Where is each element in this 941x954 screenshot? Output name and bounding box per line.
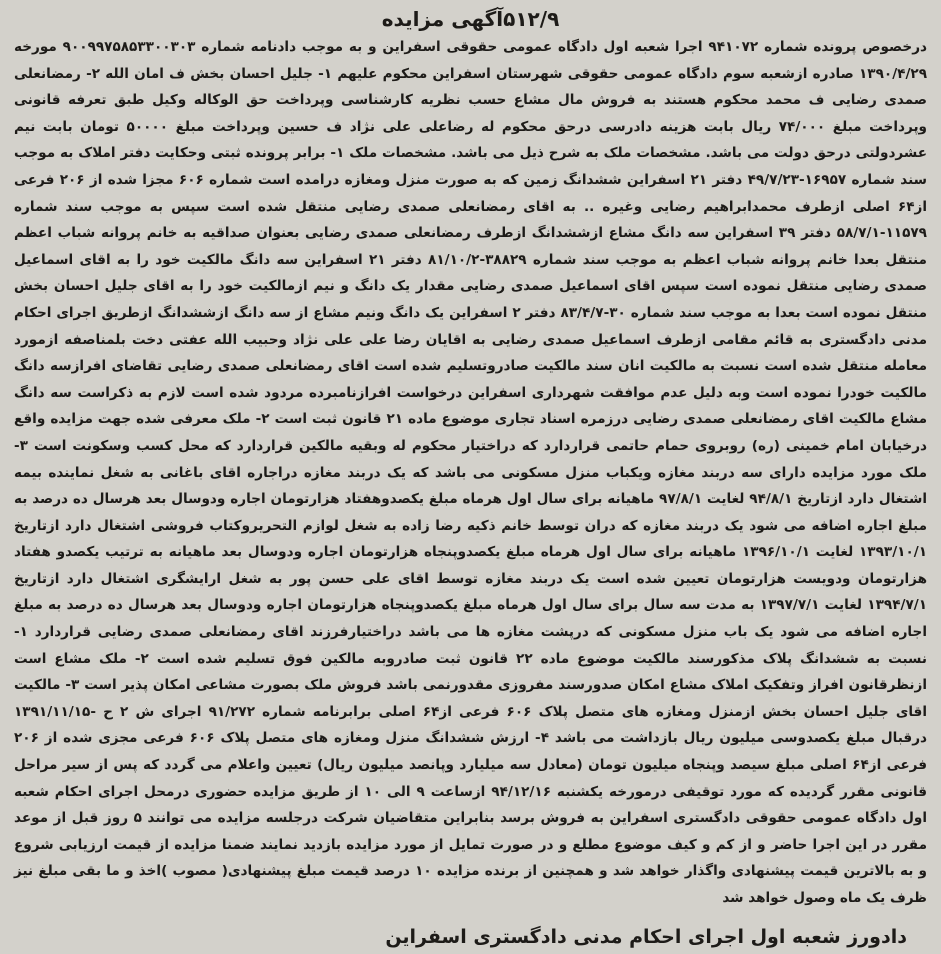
notice-title: ۵۱۲/۹آگهی مزایده bbox=[381, 7, 560, 31]
notice-body: درخصوص پرونده شماره ۹۴۱۰۷۲ اجرا شعبه اول دادگاه عمومی حقوقی اسفراین و به موجب دادنامه شماره ۹۰۰۹۹۷۵۸۵۳۳۰۰۳۰۳ مورخه ۱۳۹۰/۴/۲۹ صادره ازشعبه سوم دادگاه عمومی حقوقی شهرستان اسفراین محکوم علیهم ۱- جلیل احسان بخش ف امان الله ۲- رمضانعلی صمدی رضایی ف محمد محکوم هستند به فروش مال مشاع حسب نظریه کارشناسی وپرداخت حق الوکاله وکیل طبق تعرفه قانونی وپرداخت مبلغ ۷۴/۰۰۰ ریال بابت هزینه دادرسی درحق محکوم له رضاعلی علی نژاد ف حسین وپرداخت مبلغ ۵۰۰۰۰ تومان بابت نیم عشردولتی درحق دولت می باشد. مشخصات ملک به شرح ذیل می باشد. مشخصات ملک ۱- برابر پرونده ثبتی وحکایت دفتر املاک به موجب سند شماره ۱۶۹۵۷-۴۹/۷/۲۳ دفتر ۲۱ اسفراین ششدانگ زمین که به صورت منزل ومغازه درامده است شماره ۶۰۶ مجزا شده از ۲۰۶ فرعی از۶۴ اصلی ازطرف محمدابراهیم رضایی وغیره .. به اقای رمضانعلی صمدی رضایی منتقل شده است سپس به موجب سند شماره ۱۱۵۷۹-۵۸/۷/۱ دفتر ۳۹ اسفراین سه دانگ مشاع ازششدانگ ازطرف رمضانعلی صمدی رضایی بعنوان صداقیه به خانم پروانه شباب اعظم منتقل بعدا خانم پروانه شباب اعظم به موجب سند شماره ۳۸۸۲۹-۸۱/۱۰/۲ دفتر ۲۱ اسفراین سه دانگ مالکیت خود را به اقای اسماعیل صمدی رضایی منتقل نموده است سپس اقای اسماعیل صمدی رضایی مقدار یک دانگ و نیم ازمالکیت خود را به اقای جلیل احسان بخش منتقل نموده است بعدا به موجب سند شماره ۳۰-۸۳/۴/۷ دفتر ۲ اسفراین یک دانگ ونیم مشاع از سه دانگ ازششدانگ ازطریق اجرای احکام مدنی دادگستری به قائم مقامی ازطرف اسماعیل صمدی رضایی به اقایان رضا علی علی نژاد وحبیب الله عفتی دخت بلمناصفه ازمورد معامله منتقل شده است نسبت به مالکیت انان سند مالکیت صادروتسلیم شده است اقای رمضانعلی صمدی رضایی تقاضای افرازسه دانگ مالکیت خودرا نموده است وبه دلیل عدم موافقت شهرداری اسفراین درخواست افرازنامبرده مردود شده است لازم به ذکراست سه دانگ مشاع مالکیت اقای رمضانعلی صمدی رضایی درزمره اسناد تجاری موضوع ماده ۲۱ قانون ثبت است ۲- ملک معرفی شده جهت مزایده واقع درخیابان امام خمینی (ره) روبروی حمام حاتمی قراردارد که دراختیار محکوم له وبقیه مالکین قراردارد که محل کسب وسکونت است ۳- ملک مورد مزایده دارای سه دربند مغازه ویکباب منزل مسکونی می باشد که یک دربند مغازه دراجاره اقای باغانی به شغل نماینده بیمه اشتغال دارد ازتاریخ ۹۴/۸/۱ لغایت ۹۷/۸/۱ ماهیانه برای سال اول هرماه مبلغ یکصدوهفتاد هزارتومان اجاره ودوسال بعد هرسال ده درصد به مبلغ اجاره اضافه می شود یک دربند مغازه که دران توسط خانم ذکیه رضا زاده به شغل لوازم التحریروکتاب فروشی اشتغال دارد ازتاریخ ۱۳۹۳/۱۰/۱ لغایت ۱۳۹۶/۱۰/۱ ماهیانه برای سال اول هرماه مبلغ یکصدوپنجاه هزارتومان اجاره ودوسال بعد ماهیانه به ترتیب یکصدو هفتاد هزارتومان ودویست هزارتومان تعیین شده است یک دربند مغازه توسط اقای علی حسن پور به شغل ارایشگری اشتغال دارد ازتاریخ ۱۳۹۴/۷/۱ لغایت ۱۳۹۷/۷/۱ به مدت سه سال برای سال اول هرماه مبلغ یکصدوپنجاه هزارتومان اجاره ودوسال بعد هرسال ده درصد به مبلغ اجاره اضافه می شود یک باب منزل مسکونی که درپشت مغازه ها می باشد دراختیارفرزند اقای رمضانعلی صمدی رضایی قراردارد ۱- نسبت به ششدانگ پلاک مذکورسند مالکیت موضوع ماده ۲۲ قانون ثبت صادروبه مالکین فوق تسلیم شده است ۲- ملک مشاع است ازنظرقانون افراز وتفکیک املاک مشاع امکان صدورسند مفروزی مقدورنمی باشد فروش ملک بصورت مشاعی امکان پذیر است ۳- مالکیت اقای جلیل احسان بخش ازمنزل ومغازه های متصل پلاک ۶۰۶ فرعی از۶۴ اصلی برابرنامه شماره ۹۱/۲۷۲ اجرای ش ۲ ح -۱۳۹۱/۱۱/۱۵ درقبال مبلغ یکصدوسی میلیون ریال بازداشت می باشد ۴- ارزش ششدانگ منزل ومغازه های متصل پلاک ۶۰۶ فرعی مجزی شده از ۲۰۶ فرعی از۶۴ اصلی مبلغ سیصد وپنجاه میلیون تومان (معادل سه میلیارد وپانصد میلیون ریال) تعیین واعلام می گردد که پس از سیر مراحل قانونی مقرر گردیده که مورد توقیفی درمورخه یکشنبه ۹۴/۱۲/۱۶ ازساعت ۹ الی ۱۰ از طریق مزایده حضوری درمحل اجرای احکام شعبه اول دادگاه عمومی حقوقی دادگستری اسفراین به فروش برسد بنابراین متقاضیان شرکت درجلسه مزایده می توانند ۵ روز قبل از موعد مقرر در این اجرا حاضر و از کم و کیف موضوع مطلع و در صورت تمایل از مورد مزایده بازدید نمایند ضمنا مزایده از قیمت ارزیابی شروع و به بالاترین قیمت پیشنهادی واگذار خواهد شد و همچنین از برنده مزایده ۱۰ درصد قیمت مبلغ پیشنهادی( مصوب )اخذ و ما بقی مبلغ نیز ظرف یک ماه وصول خواهد شد bbox=[14, 39, 928, 906]
notice-signature: دادورز شعبه اول اجرای احکام مدنی دادگستری اسفراین bbox=[385, 926, 907, 948]
